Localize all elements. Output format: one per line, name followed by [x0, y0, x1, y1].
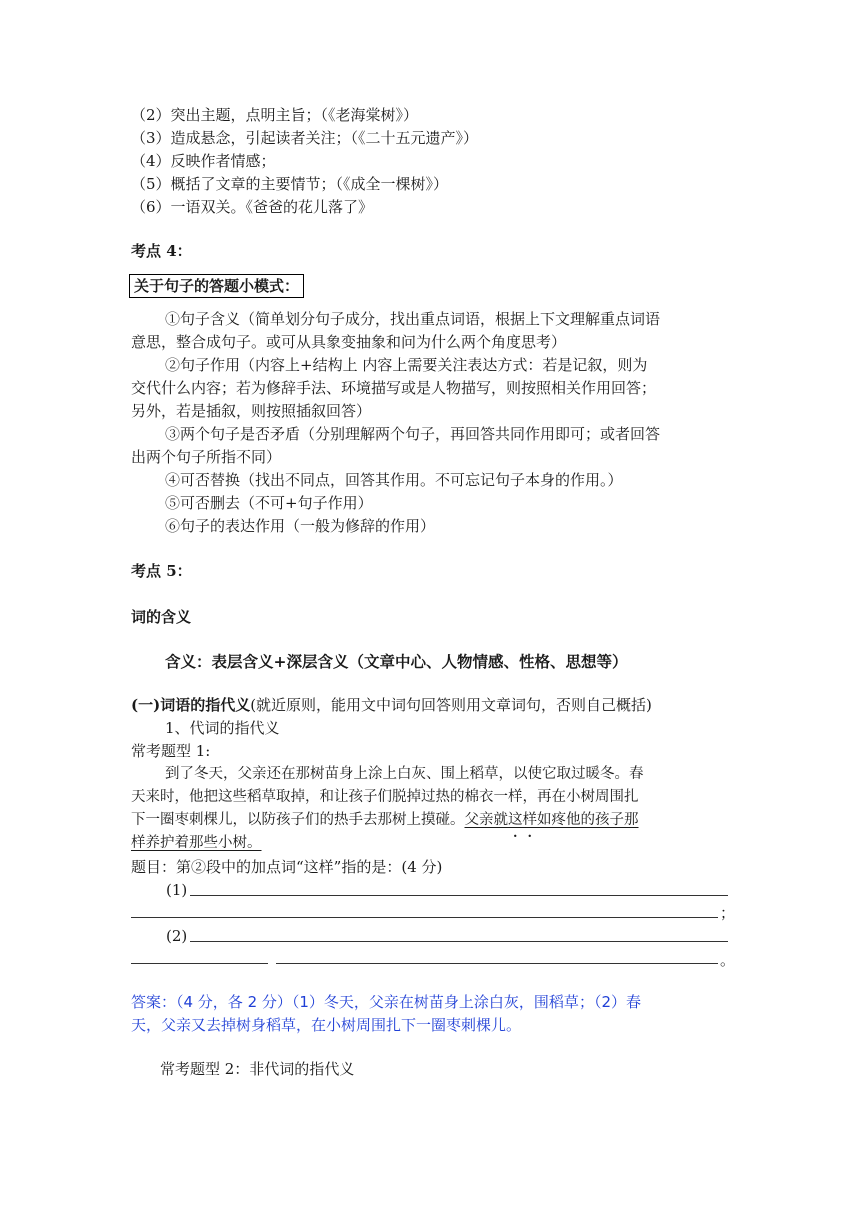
answer-blank[interactable]: [131, 917, 718, 918]
passage-text: 下一圈枣刺棵儿，以防孩子们的热手去那树上摸碰。: [131, 812, 465, 828]
question-text: 题目：第②段中的加点词“这样”指的是：(4 分): [131, 858, 443, 876]
blank-label: (1): [166, 881, 188, 899]
list-item: （2）突出主题，点明主旨；（《老海棠树》）: [131, 106, 419, 124]
answer-line: 答案：（4 分，各 2 分）（1）冬天，父亲在树苗身上涂白灰，围稻草；（2）春: [131, 993, 641, 1011]
list-item: （5）概括了文章的主要情节；（《成全一棵树》）: [131, 175, 449, 193]
list-item: 另外，若是插叙，则按照插叙回答）: [131, 402, 372, 420]
subsection-heading: [131, 694, 652, 716]
passage-line: 样养护着那些小树。: [131, 835, 262, 851]
answer-blank[interactable]: [131, 963, 268, 964]
list-item: ④可否替换（找出不同点，回答其作用。不可忘记句子本身的作用。）: [165, 471, 623, 489]
answer-blank[interactable]: [190, 895, 728, 896]
dotted-word: 这: [508, 812, 523, 828]
list-item: 交代什么内容；若为修辞手法、环境描写或是人物描写，则按照相关作用回答；: [131, 379, 657, 397]
dotted-word: 样: [522, 812, 537, 828]
blank-end: ；: [720, 904, 736, 922]
boxed-title: 关于句子的答题小模式：: [129, 274, 304, 298]
list-item: 意思，整合成句子。或可从具象变抽象和问为什么两个角度思考）: [131, 333, 567, 351]
list-item: （4）反映作者情感；: [131, 152, 276, 170]
answer-line: 天，父亲又去掉树身稻草，在小树周围扎下一圈枣刺棵儿。: [131, 1016, 522, 1034]
section-heading: 考点 5：: [131, 562, 192, 580]
subsection-note: (就近原则，能用文中词句回答则用文章词句，否则自己概括): [250, 696, 652, 714]
blank-label: (2): [166, 927, 188, 945]
answer-blank[interactable]: [276, 963, 718, 964]
underlined-sentence: 父亲就这样如疼他的孩子那: [464, 812, 639, 828]
question-type: 常考题型 1:: [131, 742, 211, 760]
list-item: ⑥句子的表达作用（一般为修辞的作用）: [165, 517, 436, 535]
section-heading: 词的含义: [131, 608, 192, 626]
meaning-line: 含义：表层含义+深层含义（文章中心、人物情感、性格、思想等）: [165, 652, 628, 671]
sub-heading: 1、代词的指代义: [165, 719, 280, 737]
list-item: （3）造成悬念，引起读者关注；（《二十五元遗产》）: [131, 129, 479, 147]
passage-line: 天来时，他把这些稻草取掉，和让孩子们脱掉过热的棉衣一样，再在小树周围扎: [131, 789, 639, 805]
list-item: ②句子作用（内容上+结构上 内容上需要关注表达方式：若是记叙，则为: [165, 356, 648, 374]
list-item: ⑤可否删去（不可+句子作用）: [165, 494, 373, 512]
list-item: 出两个句子所指不同）: [131, 448, 282, 466]
list-item: ③两个句子是否矛盾（分别理解两个句子，再回答共同作用即可；或者回答: [165, 425, 661, 443]
list-item: ①句子含义（简单划分句子成分，找出重点词语，根据上下文理解重点词语: [165, 310, 661, 328]
subsection-title: (一)词语的指代义: [131, 696, 251, 714]
passage-line: 到了冬天，父亲还在那树苗身上涂上白灰、围上稻草，以使它取过暖冬。春: [165, 766, 644, 782]
section-heading: 考点 4：: [131, 242, 192, 260]
question-type: 常考题型 2：非代词的指代义: [160, 1060, 355, 1078]
answer-blank[interactable]: [190, 941, 728, 942]
blank-end: 。: [720, 951, 736, 969]
list-item: （6）一语双关。《爸爸的花儿落了》: [131, 198, 374, 216]
passage-line: [131, 809, 639, 831]
